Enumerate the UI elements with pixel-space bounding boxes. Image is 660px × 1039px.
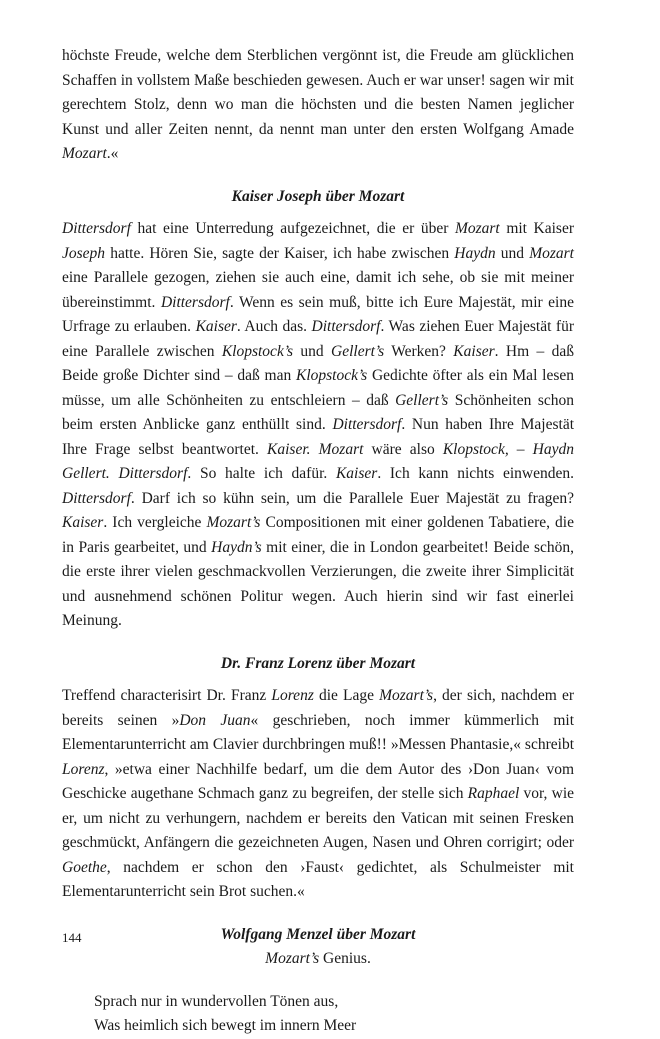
- section-heading-menzel: Wolfgang Menzel über Mozart: [220, 925, 416, 943]
- italic-run: Klopstock, – Haydn Gellert. Dittersdorf: [62, 440, 574, 482]
- text-column: [62, 44, 574, 1039]
- italic-run: Gellert’s: [395, 391, 449, 409]
- page-number: 144: [62, 930, 82, 945]
- text-run: mit Kaiser: [499, 220, 575, 237]
- text-run: , nachdem er schon den ›Faust‹ gedichtet, als Schulmeister mit Elementarunterricht sein Brot suchen.«: [62, 858, 574, 900]
- text-run: « geschrieben, noch immer kümmerlich mit Elementarunterricht am Clavier durchbringen muß!! »Messen Phantasie,« schreibt: [62, 711, 574, 753]
- verse-line: Was heimlich sich bewegt im innern Meer: [94, 1017, 357, 1034]
- text-run: hat eine Unterredung aufgezeichnet, die er über: [130, 220, 455, 237]
- text-run: . Ich kann nichts einwenden.: [377, 465, 574, 482]
- italic-run: Lorenz: [271, 687, 314, 704]
- italic-run: Mozart: [454, 220, 500, 237]
- italic-run: Kaiser: [62, 514, 104, 531]
- text-run: . Darf ich so kühn sein, um die Parallele Euer Majestät zu fragen?: [130, 489, 574, 507]
- text-run: eine Parallele gezogen, ziehen sie auch eine, damit ich sehe, ob sie mit meiner übereinstimmt.: [62, 269, 574, 311]
- text-run: und: [293, 342, 332, 360]
- text-run: wäre also: [363, 440, 443, 458]
- italic-run: Dittersdorf: [62, 220, 131, 237]
- poem-title: Mozart’s Genius.: [265, 950, 371, 967]
- text-run: die Lage: [313, 687, 380, 704]
- text-run: Werken?: [384, 342, 454, 360]
- text-run: , »etwa einer Nachhilfe bedarf, um die dem Autor des ›Don Juan‹ vom Geschicke augethane Schmach ganz zu begreifen, der stelle sich: [62, 760, 574, 802]
- text-run: Gedichte öfter als ein Mal lesen müsse, um alle Schönheiten zu entschleiern – daß: [62, 367, 574, 409]
- text-run: und: [495, 244, 530, 262]
- italic-run: Haydn: [454, 244, 496, 262]
- text-run: hatte. Hören Sie, sagte der Kaiser, ich habe zwischen: [105, 244, 455, 262]
- italic-run: Raphael: [467, 785, 520, 802]
- italic-run: Mozart’s: [206, 514, 261, 531]
- italic-run: Dittersdorf: [332, 416, 402, 433]
- italic-run: Lorenz: [62, 760, 105, 778]
- verse-line: Sprach nur in wundervollen Tönen aus,: [94, 992, 339, 1010]
- text-run: Compositionen mit einer goldenen Tabatiere, die in Paris gearbeitet, und: [62, 514, 574, 556]
- italic-run: Kaiser: [453, 342, 495, 360]
- section-body-franz-lorenz: [62, 684, 574, 905]
- text-run: vor, wie er, um nicht zu verhungern, nachdem er bereits den Vatican mit seinen Fresken geschmückt, Anfängern die gezeichneten Augen, Nasen und Ohren corrigirt; oder: [62, 785, 575, 851]
- text-run: . Auch das.: [236, 318, 312, 335]
- italic-run: Don Juan: [179, 711, 251, 729]
- text-run: . So halte ich dafür.: [187, 465, 336, 482]
- text-run: , der sich, nachdem er bereits seinen »: [62, 687, 574, 729]
- text-run: . Hm – daß Beide große Dichter sind – daß man: [62, 342, 575, 384]
- italic-run: Dittersdorf: [62, 489, 131, 507]
- poem-verse: [94, 990, 574, 1039]
- text-run: . Wenn es sein muß, bitte ich Eure Majestät, mir eine Urfrage zu erlauben.: [62, 293, 574, 335]
- section-heading-kaiser-joseph: Kaiser Joseph über Mozart: [231, 187, 405, 205]
- italic-run: Klopstock’s: [221, 342, 294, 360]
- text-run: Schönheiten schon beim ersten Anblicke ganz enthüllt sind.: [62, 391, 574, 433]
- italic-run: Mozart’s: [379, 687, 434, 704]
- italic-run: Goethe: [62, 858, 107, 876]
- section-heading-franz-lorenz: Dr. Franz Lorenz über Mozart: [220, 654, 416, 672]
- italic-run: Joseph: [62, 244, 106, 262]
- text-run: . Ich vergleiche: [103, 514, 207, 531]
- italic-run: Gellert’s: [331, 342, 385, 360]
- italic-run: Kaiser: [335, 465, 378, 482]
- italic-run: Haydn’s: [211, 538, 262, 556]
- italic-run: Kaiser. Mozart: [267, 440, 364, 458]
- text-run: mit einer, die in London gearbeitet! Beide schön, die erste ihrer vielen geschmackvollen Verzierungen, die zweite ihrer Simplicität und ausnehmend schönen Politur wegen. Auch hierin sind wir fast einerlei Meinung.: [62, 538, 574, 629]
- intro-paragraph: höchste Freude, welche dem Sterblichen vergönnt ist, die Freude am glücklichen Schaffen in vollstem Maße beschieden gewesen. Auch er war unser! sagen wir mit gerechtem Stolz, denn wo man die höchsten und die besten Namen jeglicher Kunst und aller Zeiten nennt, da nennt man unter den ersten Wolfgang Amade Mozart.«: [62, 47, 574, 162]
- italic-run: Klopstock’s: [295, 367, 368, 384]
- text-run: Treffend characterisirt Dr. Franz: [62, 687, 272, 704]
- italic-run: Dittersdorf: [160, 293, 230, 311]
- section-body-kaiser-joseph: [62, 217, 574, 634]
- italic-run: Dittersdorf: [311, 318, 381, 335]
- italic-run: Mozart: [529, 244, 574, 262]
- text-run: . Nun haben Ihre Majestät Ihre Frage selbst beantwortet.: [62, 416, 575, 458]
- text-run: . Was ziehen Euer Majestät für eine Parallele zwischen: [62, 318, 574, 360]
- italic-run: Kaiser: [195, 318, 237, 335]
